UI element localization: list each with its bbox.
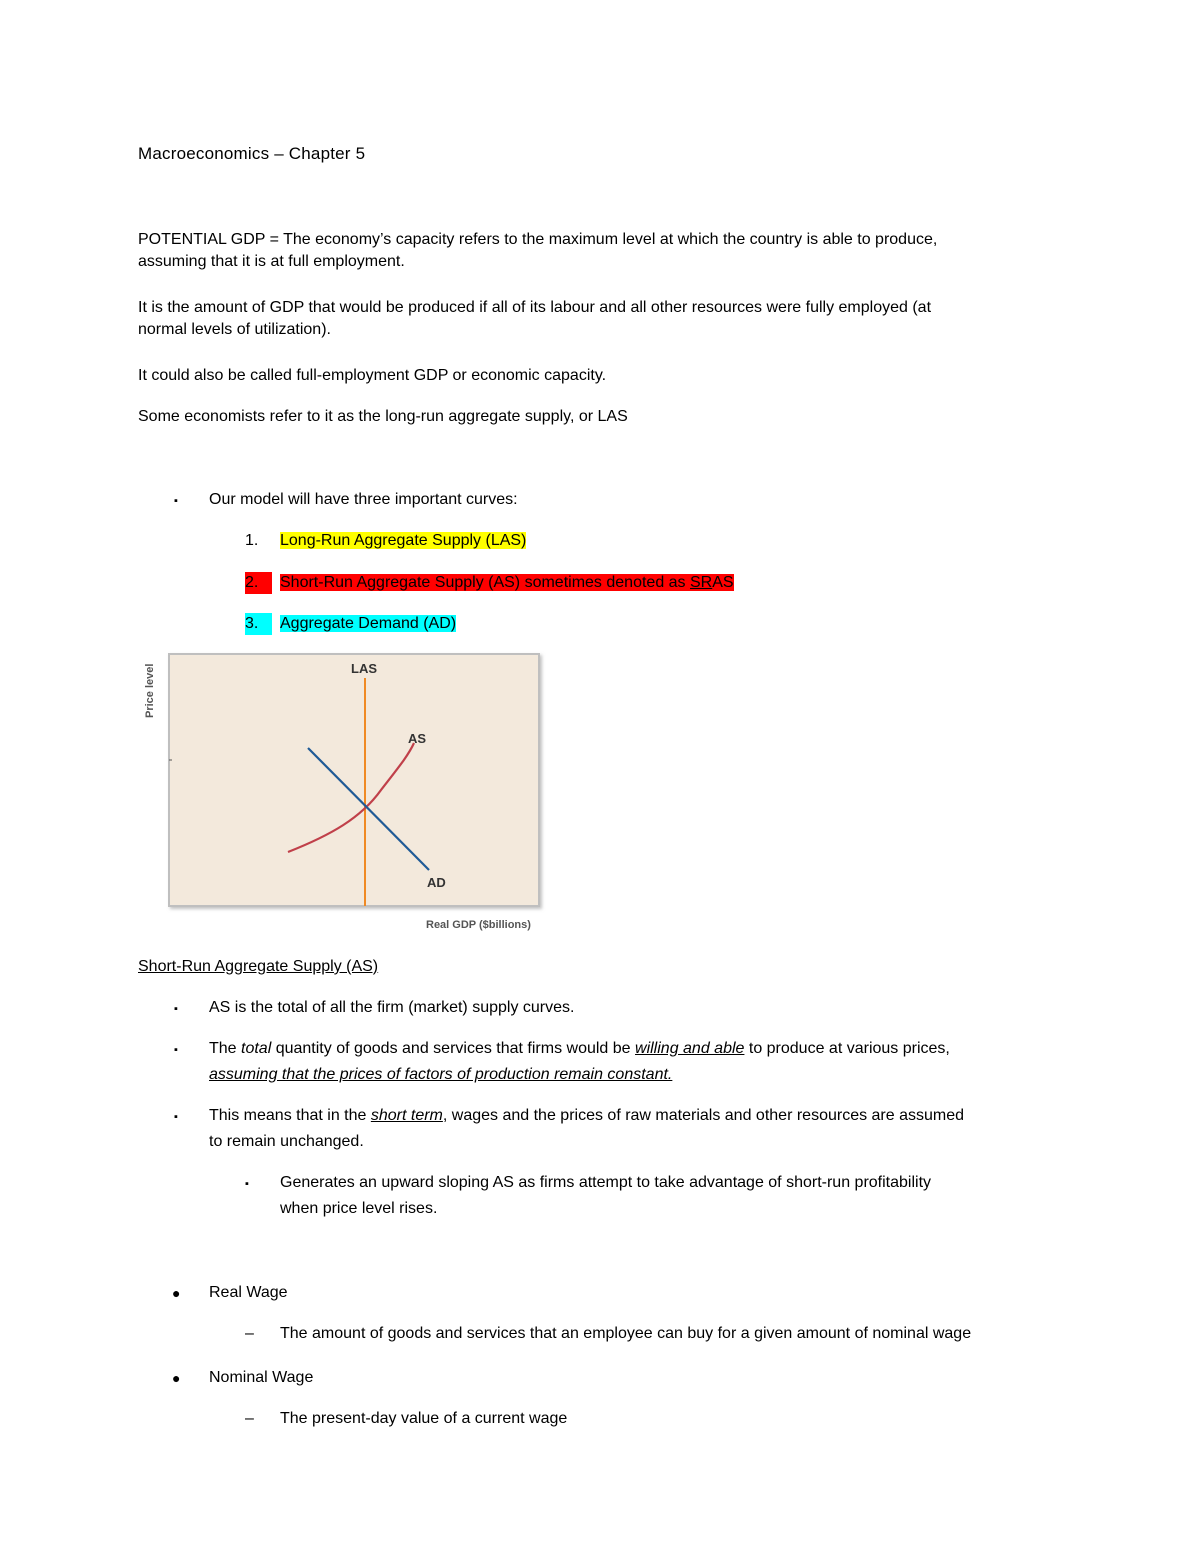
list-number: 1. xyxy=(245,532,259,549)
square-bullet-icon: ▪ xyxy=(174,1044,178,1056)
text-run-italic: total xyxy=(241,1040,272,1057)
curves-intro: Our model will have three important curves: xyxy=(209,491,518,508)
potential-gdp-paragraph xyxy=(138,229,1058,272)
text-run-emphasis: willing and able xyxy=(635,1040,745,1057)
aggregate-supply-demand-chart xyxy=(136,650,546,935)
curve-label-las: Long-Run Aggregate Supply (LAS) xyxy=(280,532,527,549)
curve-label-as-underlined: SR xyxy=(690,574,713,591)
curve-item-las xyxy=(280,530,526,552)
nominal-wage-definition: The present-day value of a current wage xyxy=(280,1410,568,1427)
as-bullet-1: AS is the total of all the firm (market) supply curves. xyxy=(209,999,575,1016)
as-label: AS xyxy=(408,731,427,746)
real-wage-term: Real Wage xyxy=(209,1284,288,1301)
x-axis-label: Real GDP ($billions) xyxy=(426,919,531,931)
square-bullet-icon: ▪ xyxy=(245,1178,249,1190)
round-bullet-icon: ● xyxy=(172,1285,181,1301)
round-bullet-icon: ● xyxy=(172,1370,181,1386)
as-bullet-2-line2: assuming that the prices of factors of production remain constant. xyxy=(209,1066,673,1083)
curve-label-ad: Aggregate Demand (AD) xyxy=(280,615,457,632)
dash-bullet-icon: – xyxy=(245,1325,254,1342)
square-bullet-icon: ▪ xyxy=(174,1003,178,1015)
las-label: LAS xyxy=(351,661,377,676)
curve-item-as xyxy=(280,572,734,594)
las-paragraph: Some economists refer to it as the long-run aggregate supply, or LAS xyxy=(138,408,628,425)
curve-label-as: Short-Run Aggregate Supply (AS) sometimes denoted as xyxy=(280,574,690,591)
paragraph-line: assuming that it is at full employment. xyxy=(138,252,405,270)
chart-svg xyxy=(136,650,546,935)
curve-label-as-end: AS xyxy=(712,574,734,591)
section-heading: Short-Run Aggregate Supply (AS) xyxy=(138,958,379,975)
square-bullet-icon: ▪ xyxy=(174,1111,178,1123)
text-run: , wages and the prices of raw materials and other resources are assumed xyxy=(442,1107,965,1124)
as-sub-bullet-line2: when price level rises. xyxy=(280,1200,438,1217)
list-number: 2. xyxy=(245,572,272,594)
as-bullet-2 xyxy=(209,1038,950,1060)
nominal-wage-term: Nominal Wage xyxy=(209,1369,314,1386)
as-sub-bullet-line1: Generates an upward sloping AS as firms attempt to take advantage of short-run profitability xyxy=(280,1174,932,1191)
y-axis-label: Price level xyxy=(144,663,156,718)
as-bullet-3-line2: to remain unchanged. xyxy=(209,1133,364,1150)
list-number: 3. xyxy=(245,613,272,635)
text-run: This means that in the xyxy=(209,1107,371,1124)
text-run: The xyxy=(209,1040,242,1057)
real-wage-definition: The amount of goods and services that an employee can buy for a given amount of nominal wage xyxy=(280,1325,972,1342)
paragraph-line: POTENTIAL GDP = The economy’s capacity refers to the maximum level at which the country is able to produce, xyxy=(138,231,938,248)
gdp-amount-paragraph xyxy=(138,297,1058,340)
curve-item-ad xyxy=(280,613,456,635)
text-run-emphasis: short term xyxy=(370,1107,443,1124)
dash-bullet-icon: – xyxy=(245,1410,254,1427)
plot-area xyxy=(169,654,539,906)
document-title: Macroeconomics – Chapter 5 xyxy=(138,144,366,163)
ad-label: AD xyxy=(427,875,446,890)
square-bullet-icon: ▪ xyxy=(174,495,178,507)
paragraph-line: normal levels of utilization). xyxy=(138,320,331,338)
full-employment-paragraph: It could also be called full-employment GDP or economic capacity. xyxy=(138,367,607,384)
text-run: quantity of goods and services that firms would be xyxy=(271,1040,636,1057)
text-run: to produce at various prices, xyxy=(744,1040,950,1057)
paragraph-line: It is the amount of GDP that would be produced if all of its labour and all other resources were fully employed (at xyxy=(138,299,932,316)
as-bullet-3 xyxy=(209,1105,964,1127)
